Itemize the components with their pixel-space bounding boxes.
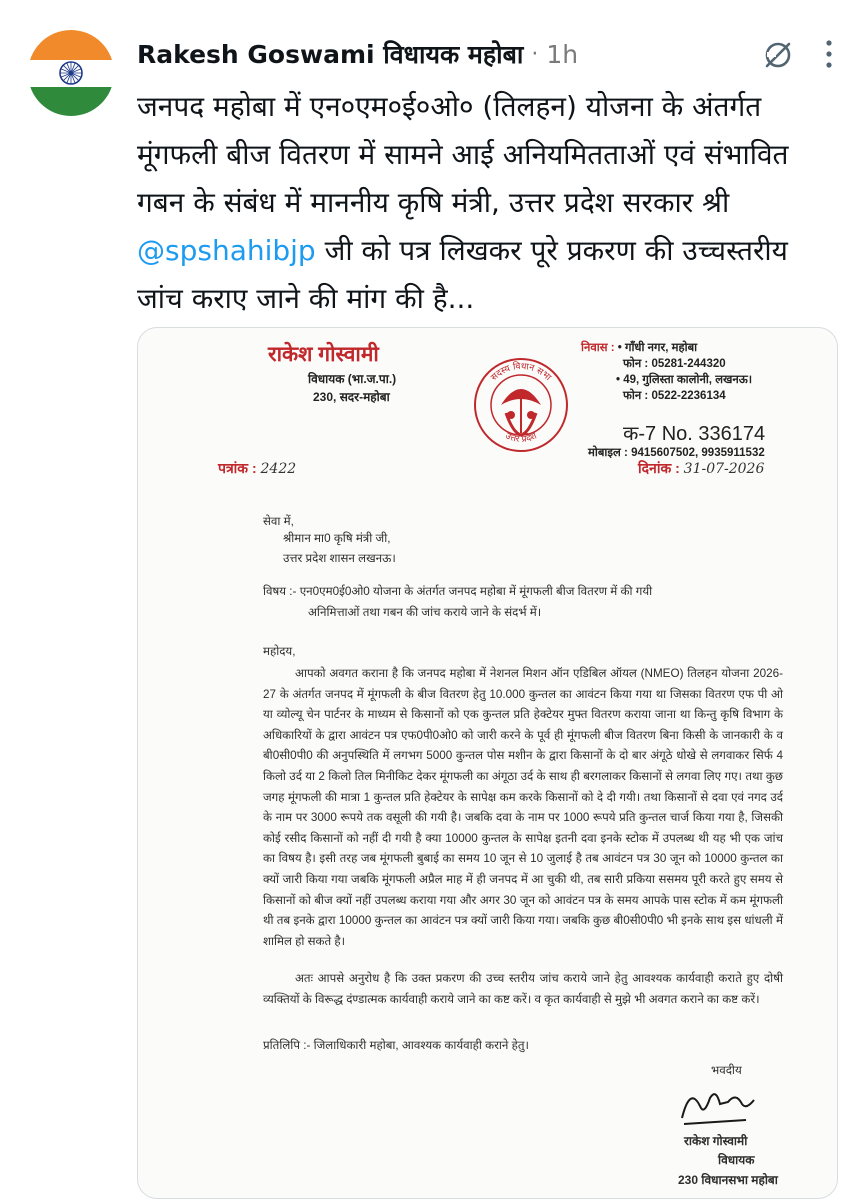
attached-image[interactable]	[137, 327, 838, 1199]
phone-line-1: फोन : 05281-244320	[623, 358, 726, 370]
post-header	[137, 34, 843, 74]
closing: भवदीय	[711, 1064, 742, 1077]
seal-top-text: सदस्य विधान सभा	[489, 361, 553, 384]
timestamp[interactable]: 1h	[546, 39, 579, 69]
grok-icon[interactable]	[761, 38, 795, 72]
copy-line: प्रतिलिपि :- जिलाधिकारी महोबा, आवश्यक कार्यवाही कराने हेतु।	[263, 1039, 529, 1052]
signatory-designation: विधायक	[718, 1153, 755, 1167]
addressee-line-2: उत्तर प्रदेश शासन लखनऊ।	[283, 552, 396, 565]
post-text-end: जी को पत्र लिखकर पूरे प्रकरण की उच्चस्तरीय जांच कराए जाने की मांग की है...	[137, 234, 788, 315]
residence-line-1: निवास : • गाँधी नगर, महोबा	[581, 342, 698, 354]
phone-line-2: फोन : 0522-2236134	[623, 390, 726, 402]
letterhead-name: राकेश गोस्वामी	[268, 343, 379, 366]
letterhead-designation: विधायक (भा.ज.पा.)	[308, 372, 397, 386]
signatory-name: राकेश गोस्वामी	[684, 1134, 748, 1148]
post-text-main: जनपद महोबा में एन०एम०ई०ओ० (तिलहन) योजना के अंतर्गत मूंगफली बीज वितरण में सामने आई अनियमितताओं एवं संभावित गबन के संबंध में माननीय कृषि मंत्री, उत्तर प्रदेश सरकार श्री	[137, 90, 789, 219]
mention-link[interactable]: @spshahibjp	[137, 234, 316, 267]
signature-icon	[676, 1080, 771, 1130]
letterhead-constituency: 230, सदर-महोबा	[313, 390, 390, 404]
letter-request: अतः आपसे अनुरोध है कि उक्त प्रकरण की उच्च स्तरीय जांच कराये जाने हेतु आवश्यक कार्यवाही कराते हुए दोषी व्यक्तियों के विरूद्ध दंण्डात्मक कार्यवाही कराये जाने का कष्ट करें। व कृत कार्यवाही से मुझे भी अवगत कराने का कष्ट करें।	[263, 972, 783, 1006]
salutation: महोदय,	[263, 645, 296, 658]
avatar[interactable]	[28, 30, 114, 116]
separator: ·	[531, 41, 539, 67]
residence-line-2: • 49, गुलिस्ता कालोनी, लखनऊ।	[616, 374, 753, 386]
seal-bottom-text: उत्तर प्रदेश	[503, 431, 539, 445]
signatory-constituency: 230 विधानसभा महोबा	[678, 1173, 778, 1187]
vertical-ellipsis-icon[interactable]	[823, 36, 835, 72]
post-text	[137, 83, 837, 323]
letter-body: आपको अवगत कराना है कि जनपद महोबा में नेशनल मिशन ऑन एडिबिल ऑयल (NMEO) तिलहन योजना 2026-27 के अंतर्गत जनपद में मूंगफली के बीज वितरण हेतु 10.000 कुन्तल का आवंटन किया गया था जिसका वितरण एफ पी ओ या व्योल्यू चेन पार्टनर के माध्यम से किसानों को एक कुन्तल प्रति हेक्टेयर मुफ्त वितरण कराया जाना था किन्तु कृषि विभाग के अधिकारियों के द्वारा आवंटन पत्र एफ0पी0ओ0 को जारी करने के पूर्व ही मूंगफली बीज वितरण बिना किसी के जानकारी के व बी0सी0पी0 की अनुपस्थिति में लगभग 5000 कुन्तल पोस मशीन के द्वारा किसानों के दो बार अंगूठे धोखे से लगवाकर सिर्फ 4 किलो उर्द या 2 किलो तिल मिनीकिट देकर मूंगफली का अंगूठा उर्द के साथ ही बरगलाकर किसानों से लगवा लिए गए। तथा कुछ जगह मूंगफली की मात्रा 1 कुन्तल प्रति हेक्टेयर के सापेक्ष कम करके किसानों को दे दी गयी। तथा किसानों से दवा एवं नगद उर्द के नाम पर 3000 रूपये तक वसूली की गयी है। जबकि दवा के नाम पर 1000 रूपये प्रति कुन्तल चार्ज किया गया है, जिसकी कोई रसीद किसानों को नहीं दी गयी है क्या 10000 कुन्तल के सापेक्ष इतनी दवा इनके स्टोक में उपलब्ध थी यह भी एक जांच का विषय है। इसी तरह जब मूंगफली बुबाई का समय 10 जून से 10 जुलाई है तब आवंटन पत्र 30 जून को 10000 कुन्तल का क्यों जारी किया गया जबकि मूंगफली अप्रैल माह में ही जनपद में आ चुकी थी, तब सारी प्रकिया ससमय पूरी करते हुए समय से किसानों को बीज क्यों नहीं उपलब्ध कराया गया और अगर 30 जून को आवंटन पत्र के समय आपके पास स्टोक में कम मूंगफली थी तब इनके द्वारा 10000 कुन्तल का आवंटन पत्र क्यों जारी किया गया। जबकि कुछ बी0सी0पी0 भी इनके साथ इस धांधली में शामिल हो सकते है।	[263, 667, 783, 948]
serial-number: क-7 No. 336174	[623, 423, 766, 445]
letter-date: दिनांक : 31-07-2026	[638, 460, 765, 477]
subject-line-1: विषय :- एन0एम0ई0ओ0 योजना के अंतर्गत जनपद महोबा में मूंगफली बीज वितरण में की गयी	[263, 585, 653, 598]
author-name[interactable]: Rakesh Goswami विधायक महोबा	[137, 40, 524, 69]
subject-line-2: अनिमित्ताओं तथा गबन की जांच कराये जाने के संदर्भ में।	[308, 606, 542, 619]
ashoka-chakra-icon	[58, 60, 84, 86]
addressee-line-1: श्रीमान मा0 कृषि मंत्री जी,	[283, 532, 391, 545]
mobile-line: मोबाइल : 9415607502, 9935911532	[588, 447, 765, 459]
svg-text:सदस्य विधान सभा	[489, 360, 553, 384]
reference-number: पत्रांक : 2422	[218, 460, 297, 477]
seva-line: सेवा में,	[263, 515, 294, 528]
letter	[138, 328, 837, 1198]
svg-text:उत्तर प्रदेश	[504, 431, 540, 445]
assembly-seal-icon	[471, 353, 571, 458]
